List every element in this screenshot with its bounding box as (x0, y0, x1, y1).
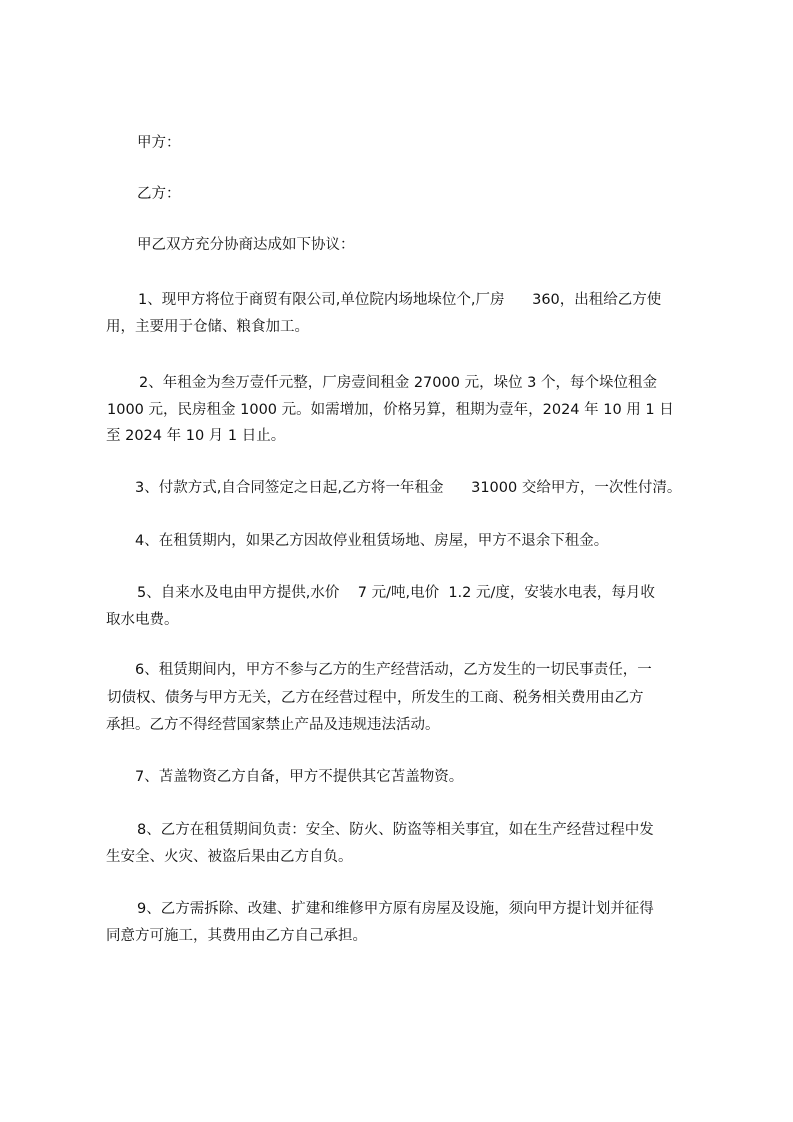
clause-5-line-2: 取水电费。 (106, 612, 179, 628)
clause-7-line-1: 7、苫盖物资乙方自备，甲方不提供其它苫盖物资。 (135, 769, 464, 785)
clause-9-line-1: 9、乙方需拆除、改建、扩建和维修甲方原有房屋及设施，须向甲方提计划并征得 (137, 901, 654, 917)
clause-2-line-1: 2、年租金为叁万壹仟元整，厂房壹间租金 27000 元，垛位 3 个，每个垛位租金 (139, 375, 658, 391)
clause-6-line-2: 切债权、债务与甲方无关，乙方在经营过程中，所发生的工商、税务相关费用由乙方 (107, 690, 644, 706)
clause-6-line-1: 6、租赁期间内，甲方不参与乙方的生产经营活动，乙方发生的一切民事责任，一 (135, 662, 652, 678)
clause-6-line-3: 承担。乙方不得经营国家禁止产品及违规违法活动。 (106, 717, 440, 733)
clause-3-line-1: 3、付款方式,自合同签定之日起,乙方将一年租金 31000 交给甲方，一次性付清。 (135, 480, 682, 496)
party-b-label: 乙方： (137, 186, 181, 202)
party-a-label: 甲方： (137, 135, 181, 151)
clause-9-line-2: 同意方可施工，其费用由乙方自己承担。 (106, 928, 367, 944)
agreement-intro: 甲乙双方充分协商达成如下协议： (137, 237, 355, 253)
clause-8-line-2: 生安全、火灾、被盗后果由乙方自负。 (106, 849, 353, 865)
clause-4-line-1: 4、在租赁期内，如果乙方因故停业租赁场地、房屋，甲方不退余下租金。 (135, 533, 609, 549)
clause-1-line-2: 用，主要用于仓储、粮食加工。 (106, 319, 309, 335)
clause-5-line-1: 5、自来水及电由甲方提供,水价 7 元/吨,电价 1.2 元/度，安装水电表，每月收 (137, 585, 655, 601)
clause-2-line-3: 至 2024 年 10 月 1 日止。 (106, 428, 286, 444)
clause-2-line-2: 1000 元，民房租金 1000 元。如需增加，价格另算，租期为壹年，2024 年 10 用 1 日 (107, 402, 674, 418)
clause-1-line-1: 1、现甲方将位于商贸有限公司,单位院内场地垛位个,厂房 360，出租给乙方使 (138, 292, 662, 308)
clause-8-line-1: 8、乙方在租赁期间负责：安全、防火、防盗等相关事宜，如在生产经营过程中发 (137, 822, 654, 838)
